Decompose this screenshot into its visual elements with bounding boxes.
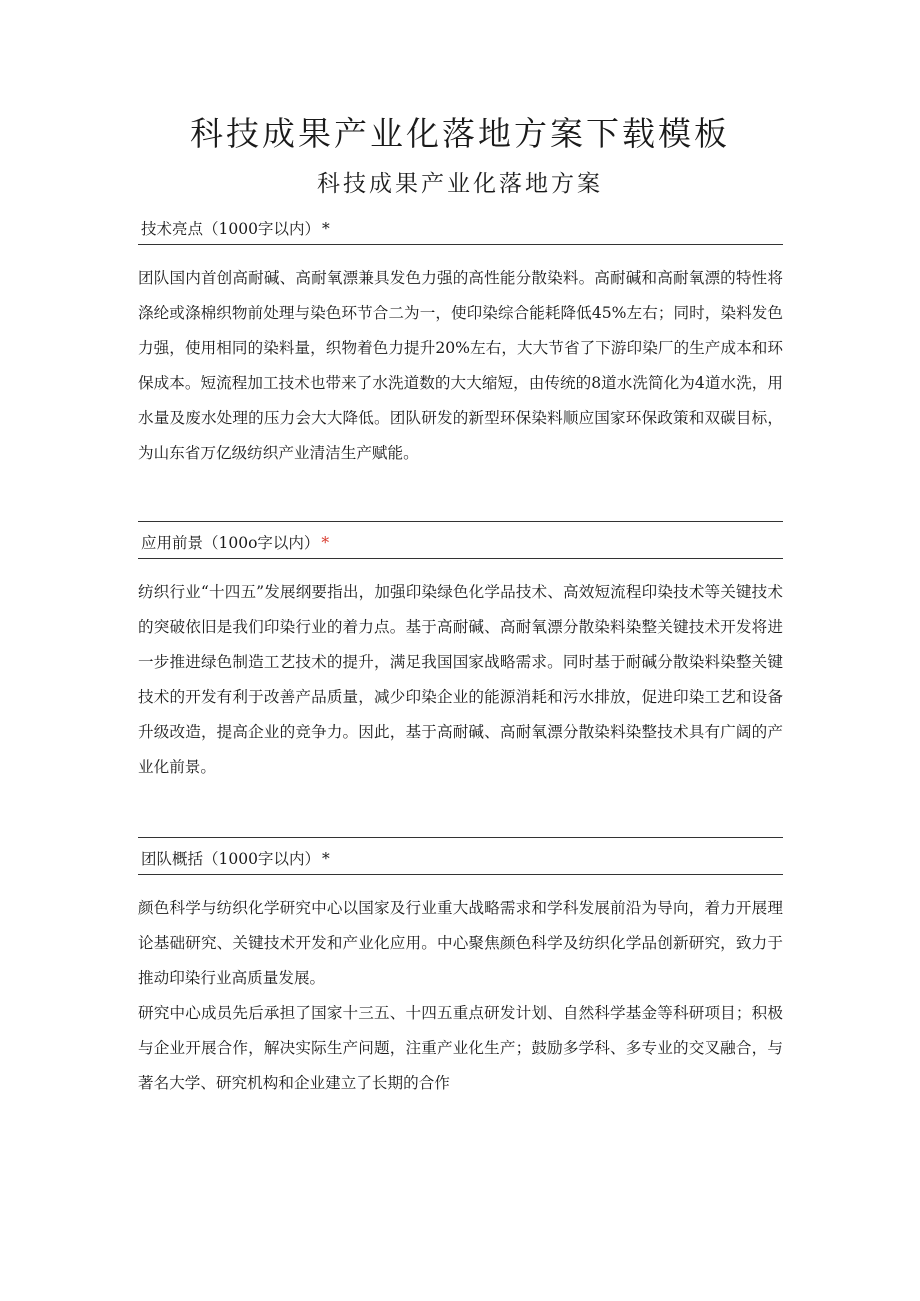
section-body bbox=[138, 559, 783, 785]
section-label: 技术亮点（1000字以内） * bbox=[141, 220, 330, 238]
section-paragraph: 颜色科学与纺织化学研究中心以国家及行业重大战略需求和学科发展前沿为导向，着力开展理论基础研究、关键技术开发和产业化应用。中心聚焦颜色科学及纺织化学品创新研究，致力于推动印染行业高质量发展。 bbox=[138, 899, 783, 987]
required-asterisk: * bbox=[321, 534, 330, 552]
document-title: 科技成果产业化落地方案下载模板 bbox=[190, 114, 730, 153]
section-header bbox=[138, 208, 783, 245]
section-body bbox=[138, 245, 783, 471]
section-label: 团队概括（1000字以内） * bbox=[141, 850, 330, 868]
section-paragraph: 研究中心成员先后承担了国家十三五、十四五重点研发计划、自然科学基金等科研项目；积极与企业开展合作，解决实际生产问题，注重产业化生产；鼓励多学科、多专业的交叉融合，与著名大学、研究机构和企业建立了长期的合作 bbox=[138, 1004, 783, 1092]
section-body bbox=[138, 875, 783, 1101]
section-paragraph: 团队国内首创高耐碱、高耐氧漂兼具发色力强的高性能分散染料。高耐碱和高耐氧漂的特性将涤纶或涤棉织物前处理与染色环节合二为一，使印染综合能耗降低45%左右；同时，染料发色力强，使用相同的染料量，织物着色力提升20%左右，大大节省了下游印染厂的生产成本和环保成本。短流程加工技术也带来了水洗道数的大大缩短，由传统的8道水洗简化为4道水洗，用水量及废水处理的压力会大大降低。团队研发的新型环保染料顺应国家环保政策和双碳目标，为山东省万亿级纺织产业清洁生产赋能。 bbox=[138, 269, 783, 462]
section-header bbox=[138, 521, 783, 559]
required-asterisk: * bbox=[321, 850, 330, 868]
document-subtitle: 科技成果产业化落地方案 bbox=[317, 171, 603, 197]
section-paragraph: 纺织行业“十四五”发展纲要指出，加强印染绿色化学品技术、高效短流程印染技术等关键技术的突破依旧是我们印染行业的着力点。基于高耐碱、高耐氧漂分散染料染整关键技术开发将进一步推进绿色制造工艺技术的提升，满足我国国家战略需求。同时基于耐碱分散染料染整关键技术的开发有利于改善产品质量，减少印染企业的能源消耗和污水排放，促进印染工艺和设备升级改造，提高企业的竞争力。因此，基于高耐碱、高耐氧漂分散染料染整技术具有广阔的产业化前景。 bbox=[138, 583, 783, 776]
section-header bbox=[138, 837, 783, 875]
section-tech-highlights bbox=[138, 208, 783, 471]
section-application-prospects bbox=[138, 521, 783, 785]
section-label: 应用前景（100o字以内） * bbox=[141, 534, 330, 552]
required-asterisk: * bbox=[321, 220, 330, 238]
section-team-overview bbox=[138, 837, 783, 1101]
